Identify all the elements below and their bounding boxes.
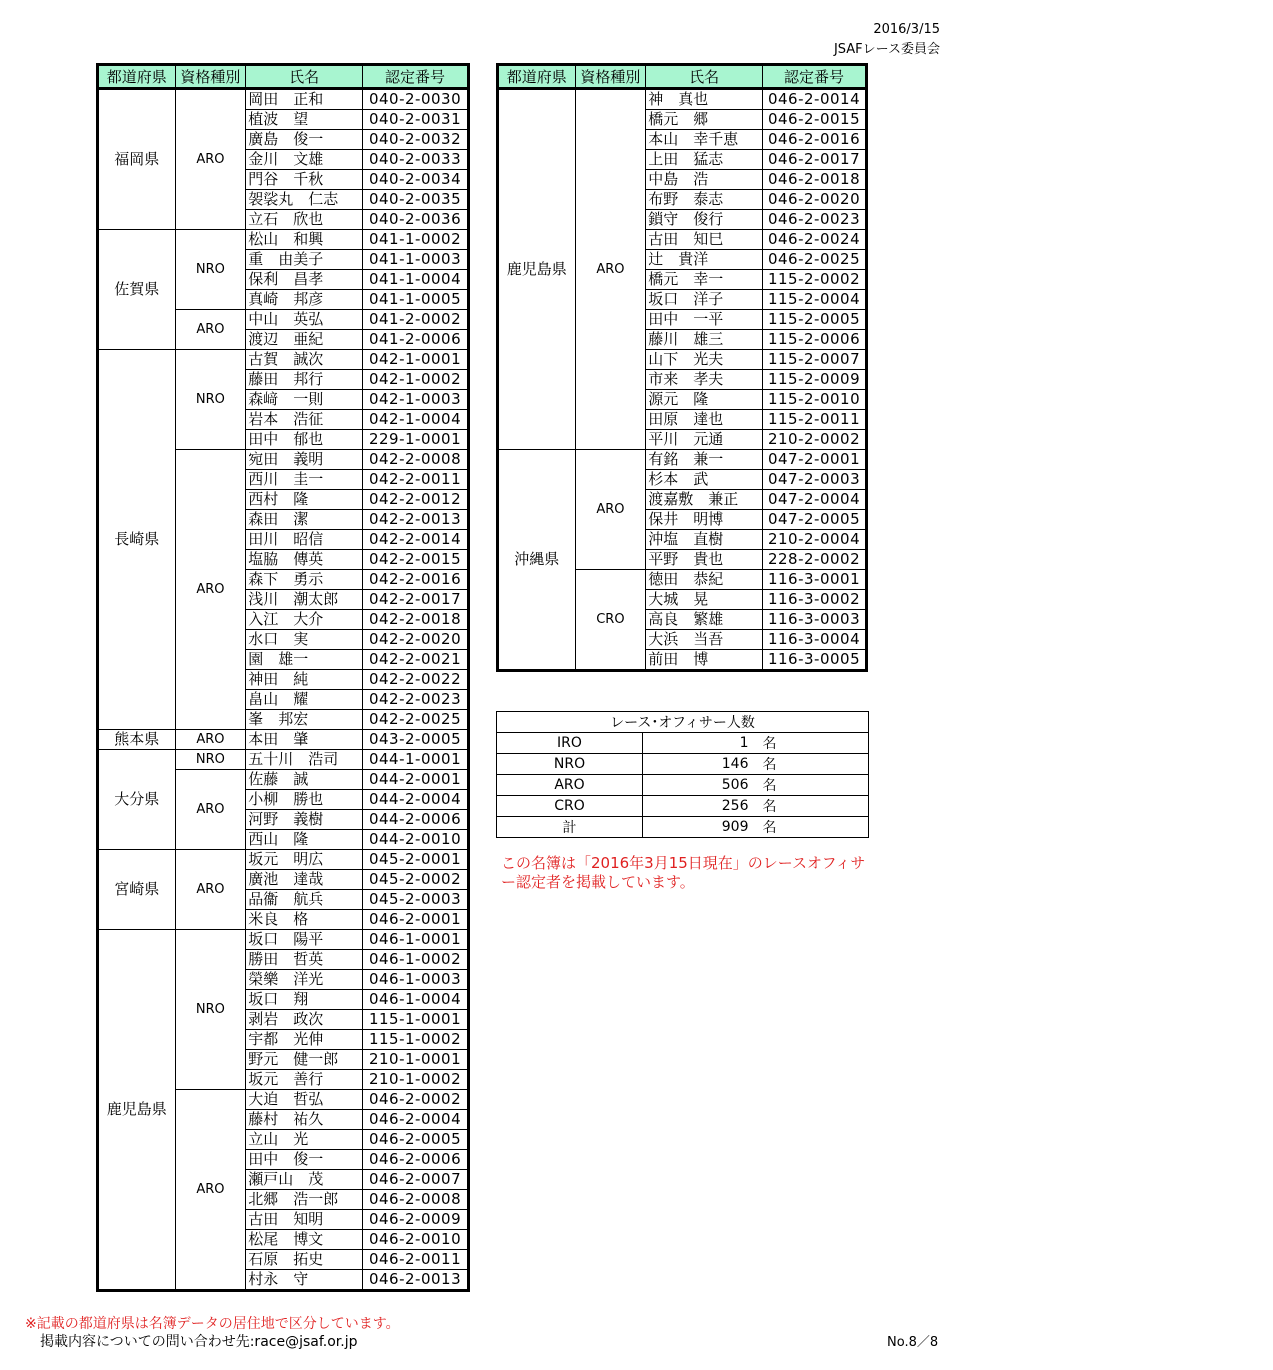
officer-name-cell: 中島 浩: [646, 170, 763, 190]
certification-number-cell: 042-2-0013: [363, 510, 469, 530]
officer-name-cell: 田中 郁也: [246, 430, 363, 450]
summary-count: 146: [643, 754, 763, 775]
summary-row: [497, 775, 869, 796]
footer-residence-note: ※記載の都道府県は名簿データの居住地で区分しています。: [25, 1316, 400, 1332]
certification-number-cell: 115-2-0006: [763, 330, 867, 350]
certification-number-cell: 044-2-0001: [363, 770, 469, 790]
certification-number-cell: 042-2-0021: [363, 650, 469, 670]
prefecture-cell: 大分県: [98, 750, 176, 850]
certification-number-cell: 046-2-0017: [763, 150, 867, 170]
certification-number-cell: 045-2-0003: [363, 890, 469, 910]
officer-name-cell: 真崎 邦彦: [246, 290, 363, 310]
class-cell: ARO: [575, 450, 646, 570]
certification-number-cell: 046-2-0023: [763, 210, 867, 230]
summary-row: [497, 754, 869, 775]
officer-name-cell: 橋元 郷: [646, 110, 763, 130]
officer-name-cell: 上田 猛志: [646, 150, 763, 170]
officer-name-cell: 坂口 陽平: [246, 930, 363, 950]
officer-name-cell: 榮樂 洋光: [246, 970, 363, 990]
footer-contact: 掲載内容についての問い合わせ先:race@jsaf.or.jp: [40, 1334, 358, 1350]
summary-label: IRO: [497, 733, 643, 754]
certification-number-cell: 046-2-0015: [763, 110, 867, 130]
roster-header-row: [498, 65, 867, 89]
certification-number-cell: 042-2-0008: [363, 450, 469, 470]
prefecture-cell: 沖縄県: [498, 450, 576, 671]
officer-name-cell: 植波 望: [246, 110, 363, 130]
officer-name-cell: 藤田 邦行: [246, 370, 363, 390]
officer-name-cell: 本田 肇: [246, 730, 363, 750]
officer-name-cell: 古田 知明: [246, 1210, 363, 1230]
certification-number-cell: 046-2-0024: [763, 230, 867, 250]
officer-name-cell: 神 真也: [646, 89, 763, 110]
page-number: No.8／8: [887, 1335, 939, 1350]
certification-number-cell: 229-1-0001: [363, 430, 469, 450]
certification-number-cell: 046-1-0003: [363, 970, 469, 990]
summary-label: CRO: [497, 796, 643, 817]
certification-number-cell: 042-2-0020: [363, 630, 469, 650]
officer-name-cell: 瀬戸山 茂: [246, 1170, 363, 1190]
officer-name-cell: 佐藤 誠: [246, 770, 363, 790]
officer-name-cell: 塩脇 傳英: [246, 550, 363, 570]
officer-name-cell: 立山 光: [246, 1130, 363, 1150]
certification-number-cell: 115-2-0002: [763, 270, 867, 290]
officer-name-cell: 田中 一平: [646, 310, 763, 330]
certification-number-cell: 116-3-0005: [763, 650, 867, 671]
officer-name-cell: 金川 文雄: [246, 150, 363, 170]
col-header-class: 資格種別: [575, 65, 646, 89]
certification-number-cell: 045-2-0002: [363, 870, 469, 890]
certification-number-cell: 116-3-0002: [763, 590, 867, 610]
officer-name-cell: 五十川 浩司: [246, 750, 363, 770]
officer-name-cell: 保井 明博: [646, 510, 763, 530]
officer-name-cell: 高良 繁雄: [646, 610, 763, 630]
prefecture-cell: 長崎県: [98, 350, 176, 730]
officer-name-cell: 田原 達也: [646, 410, 763, 430]
certification-number-cell: 041-2-0006: [363, 330, 469, 350]
officer-name-cell: 源元 隆: [646, 390, 763, 410]
officer-name-cell: 廣池 達哉: [246, 870, 363, 890]
certification-number-cell: 042-2-0023: [363, 690, 469, 710]
class-cell: NRO: [175, 350, 246, 450]
officer-name-cell: 廣島 俊一: [246, 130, 363, 150]
certification-number-cell: 115-2-0007: [763, 350, 867, 370]
officer-name-cell: 畠山 耀: [246, 690, 363, 710]
certification-number-cell: 210-2-0002: [763, 430, 867, 450]
class-cell: NRO: [175, 230, 246, 310]
summary-unit: 名: [763, 754, 869, 775]
certification-number-cell: 116-3-0004: [763, 630, 867, 650]
certification-number-cell: 044-2-0010: [363, 830, 469, 850]
certification-number-cell: 046-2-0010: [363, 1230, 469, 1250]
officer-name-cell: 門谷 千秋: [246, 170, 363, 190]
roster-date-note: この名簿は「2016年3月15日現在」のレースオフィサー認定者を掲載しています。: [501, 854, 866, 891]
officer-name-cell: 前田 博: [646, 650, 763, 671]
col-header-number: 認定番号: [763, 65, 867, 89]
certification-number-cell: 040-2-0033: [363, 150, 469, 170]
col-header-class: 資格種別: [175, 65, 246, 89]
certification-number-cell: 046-2-0007: [363, 1170, 469, 1190]
officer-name-cell: 田中 俊一: [246, 1150, 363, 1170]
table-row: [98, 230, 469, 250]
certification-number-cell: 046-2-0020: [763, 190, 867, 210]
certification-number-cell: 044-2-0006: [363, 810, 469, 830]
certification-number-cell: 041-1-0005: [363, 290, 469, 310]
certification-number-cell: 042-1-0004: [363, 410, 469, 430]
certification-number-cell: 042-2-0016: [363, 570, 469, 590]
roster-table-right: [496, 63, 868, 672]
table-row: [98, 89, 469, 110]
certification-number-cell: 116-3-0001: [763, 570, 867, 590]
summary-count: 256: [643, 796, 763, 817]
prefecture-cell: 熊本県: [98, 730, 176, 750]
certification-number-cell: 046-2-0002: [363, 1090, 469, 1110]
certification-number-cell: 115-2-0005: [763, 310, 867, 330]
certification-number-cell: 046-2-0011: [363, 1250, 469, 1270]
col-header-number: 認定番号: [363, 65, 469, 89]
roster-table-left: [96, 63, 470, 1292]
officer-name-cell: 神田 純: [246, 670, 363, 690]
certification-number-cell: 046-2-0025: [763, 250, 867, 270]
organization-name: JSAFレース委員会: [833, 42, 940, 57]
prefecture-cell: 鹿児島県: [98, 930, 176, 1291]
officer-name-cell: 沖塩 直樹: [646, 530, 763, 550]
officer-name-cell: 渡辺 亜紀: [246, 330, 363, 350]
certification-number-cell: 040-2-0034: [363, 170, 469, 190]
certification-number-cell: 046-2-0004: [363, 1110, 469, 1130]
prefecture-cell: 福岡県: [98, 89, 176, 230]
certification-number-cell: 047-2-0003: [763, 470, 867, 490]
certification-number-cell: 040-2-0035: [363, 190, 469, 210]
report-date: 2016/3/15: [873, 22, 940, 37]
certification-number-cell: 046-1-0004: [363, 990, 469, 1010]
prefecture-cell: 佐賀県: [98, 230, 176, 350]
summary-count: 506: [643, 775, 763, 796]
summary-unit: 名: [763, 775, 869, 796]
certification-number-cell: 043-2-0005: [363, 730, 469, 750]
certification-number-cell: 046-2-0009: [363, 1210, 469, 1230]
officer-name-cell: 北郷 浩一郎: [246, 1190, 363, 1210]
officer-name-cell: 本山 幸千恵: [646, 130, 763, 150]
certification-number-cell: 046-1-0002: [363, 950, 469, 970]
officer-name-cell: 品衞 航兵: [246, 890, 363, 910]
officer-name-cell: 辻 貴洋: [646, 250, 763, 270]
certification-number-cell: 041-1-0002: [363, 230, 469, 250]
certification-number-cell: 046-2-0014: [763, 89, 867, 110]
certification-number-cell: 115-1-0002: [363, 1030, 469, 1050]
officer-name-cell: 森田 潔: [246, 510, 363, 530]
officer-name-cell: 重 由美子: [246, 250, 363, 270]
certification-number-cell: 041-2-0002: [363, 310, 469, 330]
officer-name-cell: 森﨑 一則: [246, 390, 363, 410]
officer-name-cell: 西村 隆: [246, 490, 363, 510]
certification-number-cell: 046-1-0001: [363, 930, 469, 950]
summary-title: レース･オフィサー人数: [497, 712, 869, 733]
certification-number-cell: 115-1-0001: [363, 1010, 469, 1030]
certification-number-cell: 228-2-0002: [763, 550, 867, 570]
class-cell: ARO: [175, 89, 246, 230]
officer-name-cell: 宛田 義明: [246, 450, 363, 470]
officer-name-cell: 水口 実: [246, 630, 363, 650]
table-row: [98, 930, 469, 950]
officer-name-cell: 大浜 当吾: [646, 630, 763, 650]
certification-number-cell: 044-1-0001: [363, 750, 469, 770]
certification-number-cell: 115-2-0010: [763, 390, 867, 410]
officer-name-cell: 古田 知巳: [646, 230, 763, 250]
certification-number-cell: 040-2-0036: [363, 210, 469, 230]
summary-row: [497, 817, 869, 838]
col-header-name: 氏名: [646, 65, 763, 89]
table-row: [98, 850, 469, 870]
certification-number-cell: 044-2-0004: [363, 790, 469, 810]
col-header-name: 氏名: [246, 65, 363, 89]
certification-number-cell: 041-1-0004: [363, 270, 469, 290]
table-row: [498, 450, 867, 470]
summary-count: 1: [643, 733, 763, 754]
certification-number-cell: 210-1-0002: [363, 1070, 469, 1090]
officer-name-cell: 田川 昭信: [246, 530, 363, 550]
officer-name-cell: 村永 守: [246, 1270, 363, 1291]
summary-row: [497, 796, 869, 817]
table-row: [98, 750, 469, 770]
certification-number-cell: 040-2-0032: [363, 130, 469, 150]
officer-name-cell: 西山 隆: [246, 830, 363, 850]
certification-number-cell: 042-1-0003: [363, 390, 469, 410]
officer-name-cell: 勝田 哲英: [246, 950, 363, 970]
summary-count: 909: [643, 817, 763, 838]
certification-number-cell: 046-2-0008: [363, 1190, 469, 1210]
certification-number-cell: 047-2-0004: [763, 490, 867, 510]
certification-number-cell: 115-2-0004: [763, 290, 867, 310]
officer-name-cell: 山下 光夫: [646, 350, 763, 370]
officer-name-cell: 宇都 光伸: [246, 1030, 363, 1050]
roster-header-row: [98, 65, 469, 89]
certification-number-cell: 042-2-0011: [363, 470, 469, 490]
officer-name-cell: 坂口 洋子: [646, 290, 763, 310]
officer-name-cell: 杉本 武: [646, 470, 763, 490]
table-row: [98, 350, 469, 370]
officer-name-cell: 大迫 哲弘: [246, 1090, 363, 1110]
certification-number-cell: 041-1-0003: [363, 250, 469, 270]
class-cell: NRO: [175, 930, 246, 1090]
certification-number-cell: 042-2-0025: [363, 710, 469, 730]
certification-number-cell: 046-2-0006: [363, 1150, 469, 1170]
summary-label: NRO: [497, 754, 643, 775]
class-cell: CRO: [575, 570, 646, 671]
officer-name-cell: 坂元 明広: [246, 850, 363, 870]
certification-number-cell: 042-2-0012: [363, 490, 469, 510]
certification-number-cell: 047-2-0005: [763, 510, 867, 530]
certification-number-cell: 042-1-0001: [363, 350, 469, 370]
officer-name-cell: 米良 格: [246, 910, 363, 930]
officer-name-cell: 布野 泰志: [646, 190, 763, 210]
certification-number-cell: 046-2-0018: [763, 170, 867, 190]
officer-name-cell: 橋元 幸一: [646, 270, 763, 290]
officer-name-cell: 岩本 浩征: [246, 410, 363, 430]
officer-name-cell: 藤川 雄三: [646, 330, 763, 350]
officer-name-cell: 剥岩 政次: [246, 1010, 363, 1030]
table-row: [98, 730, 469, 750]
officer-name-cell: 入江 大介: [246, 610, 363, 630]
officer-name-cell: 市来 孝夫: [646, 370, 763, 390]
certification-number-cell: 210-2-0004: [763, 530, 867, 550]
class-cell: ARO: [175, 450, 246, 730]
certification-number-cell: 042-2-0015: [363, 550, 469, 570]
certification-number-cell: 042-2-0018: [363, 610, 469, 630]
certification-number-cell: 046-2-0005: [363, 1130, 469, 1150]
officer-name-cell: 鎖守 俊行: [646, 210, 763, 230]
certification-number-cell: 115-2-0009: [763, 370, 867, 390]
certification-number-cell: 042-1-0002: [363, 370, 469, 390]
certification-number-cell: 046-2-0013: [363, 1270, 469, 1291]
summary-title-row: [497, 712, 869, 733]
certification-number-cell: 045-2-0001: [363, 850, 469, 870]
officer-name-cell: 徳田 恭紀: [646, 570, 763, 590]
officer-count-summary: [496, 711, 869, 838]
officer-name-cell: 渡嘉敷 兼正: [646, 490, 763, 510]
class-cell: ARO: [175, 730, 246, 750]
officer-name-cell: 小柳 勝也: [246, 790, 363, 810]
prefecture-cell: 鹿児島県: [498, 89, 576, 450]
officer-name-cell: 藤村 祐久: [246, 1110, 363, 1130]
officer-name-cell: 松尾 博文: [246, 1230, 363, 1250]
summary-label: 計: [497, 817, 643, 838]
summary-unit: 名: [763, 817, 869, 838]
summary-unit: 名: [763, 796, 869, 817]
class-cell: ARO: [175, 770, 246, 850]
officer-name-cell: 石原 拓史: [246, 1250, 363, 1270]
summary-unit: 名: [763, 733, 869, 754]
class-cell: ARO: [175, 1090, 246, 1291]
class-cell: ARO: [175, 850, 246, 930]
officer-name-cell: 中山 英弘: [246, 310, 363, 330]
col-header-pref: 都道府県: [498, 65, 576, 89]
officer-name-cell: 松山 和興: [246, 230, 363, 250]
summary-label: ARO: [497, 775, 643, 796]
certification-number-cell: 047-2-0001: [763, 450, 867, 470]
officer-name-cell: 平川 元通: [646, 430, 763, 450]
class-cell: ARO: [575, 89, 646, 450]
certification-number-cell: 040-2-0031: [363, 110, 469, 130]
officer-name-cell: 平野 貴也: [646, 550, 763, 570]
officer-name-cell: 大城 晃: [646, 590, 763, 610]
class-cell: ARO: [175, 310, 246, 350]
officer-name-cell: 立石 欣也: [246, 210, 363, 230]
officer-name-cell: 河野 義樹: [246, 810, 363, 830]
officer-name-cell: 園 雄一: [246, 650, 363, 670]
certification-number-cell: 210-1-0001: [363, 1050, 469, 1070]
certification-number-cell: 040-2-0030: [363, 89, 469, 110]
certification-number-cell: 046-2-0016: [763, 130, 867, 150]
col-header-pref: 都道府県: [98, 65, 176, 89]
certification-number-cell: 042-2-0022: [363, 670, 469, 690]
officer-name-cell: 森下 勇示: [246, 570, 363, 590]
officer-name-cell: 保利 昌孝: [246, 270, 363, 290]
officer-name-cell: 坂元 善行: [246, 1070, 363, 1090]
officer-name-cell: 西川 圭一: [246, 470, 363, 490]
table-row: [498, 89, 867, 110]
summary-row: [497, 733, 869, 754]
officer-name-cell: 野元 健一郎: [246, 1050, 363, 1070]
officer-name-cell: 岡田 正和: [246, 89, 363, 110]
officer-name-cell: 有銘 兼一: [646, 450, 763, 470]
certification-number-cell: 042-2-0017: [363, 590, 469, 610]
prefecture-cell: 宮崎県: [98, 850, 176, 930]
officer-name-cell: 峯 邦宏: [246, 710, 363, 730]
class-cell: NRO: [175, 750, 246, 770]
certification-number-cell: 116-3-0003: [763, 610, 867, 630]
certification-number-cell: 115-2-0011: [763, 410, 867, 430]
certification-number-cell: 042-2-0014: [363, 530, 469, 550]
officer-name-cell: 袈裟丸 仁志: [246, 190, 363, 210]
officer-name-cell: 坂口 翔: [246, 990, 363, 1010]
officer-name-cell: 浅川 潮太郎: [246, 590, 363, 610]
certification-number-cell: 046-2-0001: [363, 910, 469, 930]
officer-name-cell: 古賀 誠次: [246, 350, 363, 370]
